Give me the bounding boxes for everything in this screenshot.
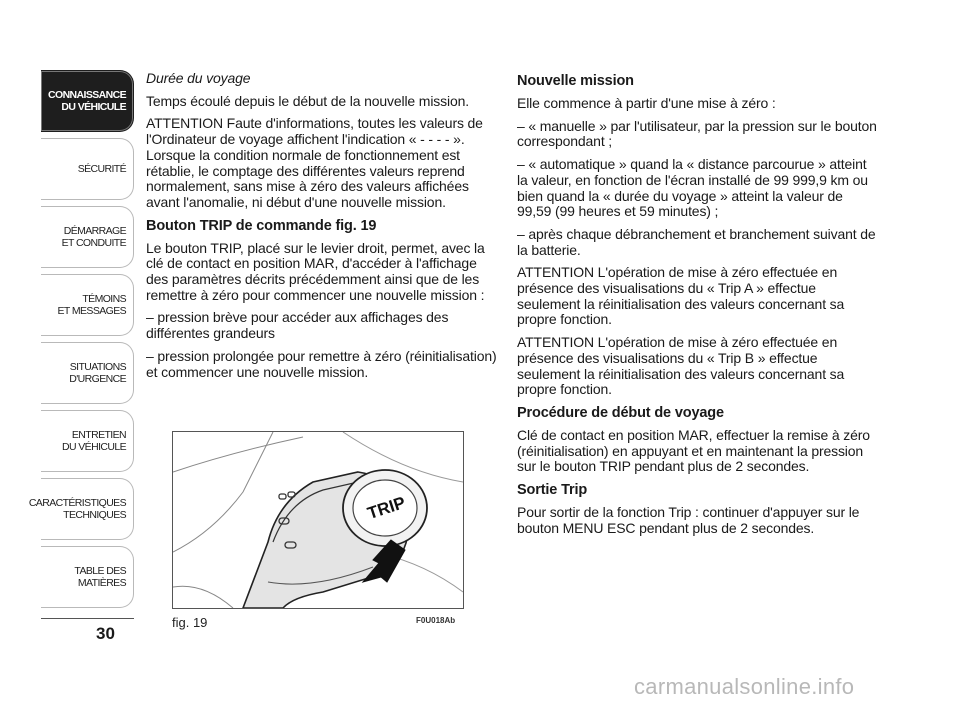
attention-trip-b: ATTENTION L'opération de mise à zéro effectuée en présence des visualisations du « Trip B » effectue seulement la réinitialisation des valeurs concernant sa propre fonction. [517, 334, 845, 398]
tab-table-des-matieres[interactable]: TABLE DES MATIÈRES [41, 546, 134, 608]
trip-exit-heading: Sortie Trip [517, 482, 588, 499]
trip-duration-text: Temps écoulé depuis le début de la nouvelle mission. [146, 92, 469, 109]
figure-code: F0U018Ab [416, 616, 456, 625]
trip-button-text: Le bouton TRIP, placé sur le levier droit, permet, avec la clé de contact en position MAR, d'accéder à l'affichage des paramètres décrits précédemment ainsi que de les remettre à zéro pour commencer une nouvelle mission : [146, 239, 485, 303]
tab-connaissance-du-vehicule[interactable]: CONNAISSANCE DU VÉHICULE [41, 70, 134, 132]
new-mission-heading: Nouvelle mission [517, 73, 634, 89]
trip-duration-heading: Durée du voyage [146, 70, 251, 86]
long-press-text: – pression prolongée pour remettre à zéro (réinitialisation) et commencer une nouvelle mission. [146, 347, 497, 380]
figure-trip-button [172, 431, 464, 609]
short-press-text: – pression brève pour accéder aux affichages des différentes grandeurs [146, 309, 449, 342]
manual-reset-text: – « manuelle » par l'utilisateur, par la pression sur le bouton correspondant ; [517, 117, 877, 150]
automatic-reset-text: – « automatique » quand la « distance parcourue » atteint la valeur, en fonction de l'écran installé de 99 999,9 km ou bien quand la « durée du voyage » atteint la valeur de 99,59 (99 heures et 59 minutes) ; [517, 156, 868, 220]
trip-exit-text: Pour sortir de la fonction Trip : continuer d'appuyer sur le bouton MENU ESC pendant plus de 2 secondes. [517, 504, 860, 536]
right-column [517, 71, 877, 543]
page-number: 30 [96, 624, 115, 643]
figure-caption: fig. 19 [172, 615, 208, 630]
watermark: carmanualsonline.info [634, 674, 855, 699]
new-mission-intro: Elle commence à partir d'une mise à zéro : [517, 95, 776, 111]
battery-reset-text: – après chaque débranchement et branchement suivant de la batterie. [517, 225, 876, 258]
tab-entretien-du-vehicule[interactable]: ENTRETIEN DU VÉHICULE [41, 410, 134, 472]
tab-temoins-et-messages[interactable]: TÉMOINS ET MESSAGES [41, 274, 134, 336]
attention-no-info: ATTENTION Faute d'informations, toutes les valeurs de l'Ordinateur de voyage affichent l'indication « - - - - ». Lorsque la condition normale de fonctionnement est rétablie, le comptage des différentes valeurs reprend normalement, sans mise à zéro des valeurs affichées avant l'anomalie, ni début d'une nouvelle mission. [146, 115, 483, 210]
page-number-divider [41, 618, 134, 619]
steering-stalk-illustration [173, 432, 463, 608]
tab-situations-durgence[interactable]: SITUATIONS D'URGENCE [41, 342, 134, 404]
chapter-sidebar [28, 70, 134, 614]
left-column [146, 71, 498, 387]
trip-button-label: TRIP [365, 493, 408, 524]
trip-start-heading: Procédure de début de voyage [517, 404, 724, 421]
trip-start-text: Clé de contact en position MAR, effectuer la remise à zéro (réinitialisation) en appuyant et en maintenant la pression sur le bouton TRIP pendant plus de 2 secondes. [517, 426, 870, 475]
trip-button-heading: Bouton TRIP de commande fig. 19 [146, 217, 377, 234]
tab-caracteristiques-techniques[interactable]: CARACTÉRISTIQUES TECHNIQUES [41, 478, 134, 540]
attention-trip-a: ATTENTION L'opération de mise à zéro effectuée en présence des visualisations du « Trip A » effectue seulement la réinitialisation des valeurs concernant sa propre fonction. [517, 264, 845, 328]
tab-securite[interactable]: SÉCURITÉ [41, 138, 134, 200]
tab-demarrage-et-conduite[interactable]: DÉMARRAGE ET CONDUITE [41, 206, 134, 268]
